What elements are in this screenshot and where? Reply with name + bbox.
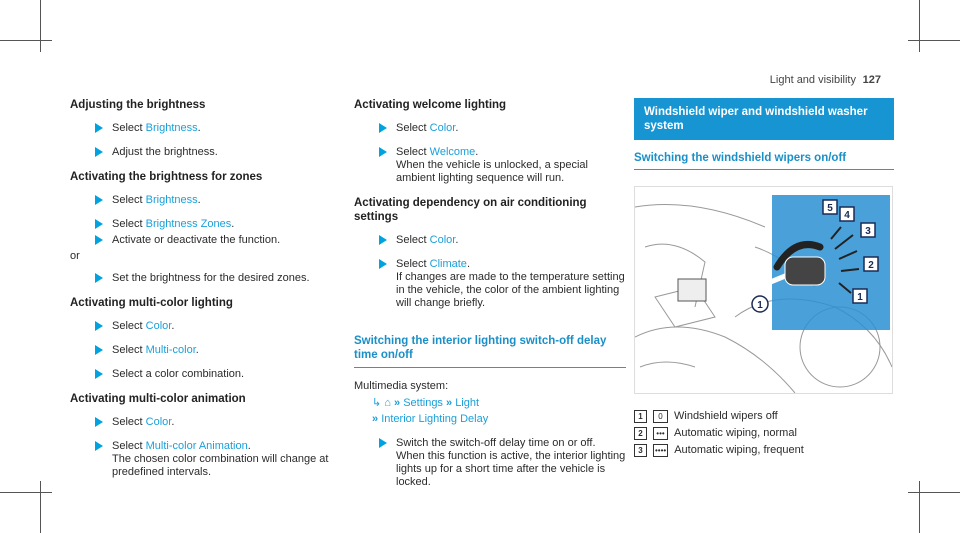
menu-link-color[interactable]: Color — [429, 122, 456, 134]
step-arrow-icon — [379, 259, 387, 269]
legend-text: Automatic wiping, normal — [674, 427, 797, 439]
step-arrow-icon — [379, 147, 387, 157]
step-arrow-icon — [379, 123, 387, 133]
step: Adjust the brightness. — [70, 146, 342, 159]
wiper-normal-symbol: ••• — [653, 427, 668, 440]
legend-number: 1 — [634, 410, 647, 423]
legend-row — [634, 442, 894, 459]
menu-link-multi-color-animation[interactable]: Multi-color Animation — [145, 440, 248, 452]
page-number: 127 — [862, 74, 881, 86]
wiper-frequent-symbol: •••• — [655, 446, 667, 455]
section-banner: Windshield wiper and windshield washer system — [634, 98, 894, 140]
step-note: If changes are made to the temperature setting in the vehicle, the color of the ambient lighting will change briefly. — [396, 271, 625, 309]
legend-number: 3 — [634, 444, 647, 457]
heading-multicolor-lighting: Activating multi-color lighting — [70, 297, 233, 309]
column-2 — [354, 98, 626, 500]
wiper-stalk-illustration — [634, 186, 893, 394]
column-1 — [70, 98, 342, 490]
legend-row — [634, 408, 894, 425]
menu-link-light[interactable]: Light — [455, 397, 480, 409]
step: Set the brightness for the desired zones. — [70, 272, 342, 285]
legend-text: Windshield wipers off — [674, 410, 778, 422]
step-arrow-icon — [95, 273, 103, 283]
step: Select Multi-color. — [70, 344, 342, 357]
callout-label: 1 — [857, 292, 863, 303]
double-chevron-icon: » — [372, 413, 379, 425]
step-arrow-icon — [95, 195, 103, 205]
heading-adjust-brightness: Adjusting the brightness — [70, 99, 206, 111]
step: Select Brightness Zones. — [70, 218, 342, 231]
menu-link-brightness-zones[interactable]: Brightness Zones — [145, 218, 232, 230]
crop-mark — [919, 481, 920, 533]
step-arrow-icon — [95, 235, 103, 245]
step-note: When this function is active, the interior lighting lights up for a short time after the vehicle is locked. — [396, 450, 626, 488]
heading-multicolor-animation: Activating multi-color animation — [70, 393, 246, 405]
wiper-off-symbol: 0 — [653, 410, 668, 423]
legend-text: Automatic wiping, frequent — [674, 444, 804, 456]
menu-link-interior-lighting-delay[interactable]: Interior Lighting Delay — [381, 413, 489, 425]
step-arrow-icon — [95, 441, 103, 451]
steering-column-drawing — [635, 187, 892, 393]
callout-label: 2 — [868, 260, 874, 271]
heading-brightness-zones: Activating the brightness for zones — [70, 171, 263, 183]
step-arrow-icon — [95, 123, 103, 133]
or-text: or — [70, 250, 80, 262]
crop-mark — [40, 481, 41, 533]
legend-row — [634, 425, 894, 442]
callout-label: 5 — [827, 203, 833, 214]
step-arrow-icon — [95, 147, 103, 157]
heading-welcome-lighting: Activating welcome lighting — [354, 99, 507, 111]
column-3 — [634, 98, 894, 459]
return-arrow-icon: ↳ — [372, 397, 382, 409]
step-arrow-icon — [95, 321, 103, 331]
step: Select Color. — [354, 122, 626, 135]
crop-mark — [919, 0, 920, 52]
step: Select Brightness. — [70, 194, 342, 207]
step-arrow-icon — [95, 369, 103, 379]
step: Select Color. — [70, 320, 342, 333]
step: Switch the switch-off delay time on or off. When this function is active, the interior lighting lights up for a short time after the vehicle is locked. — [354, 437, 626, 489]
double-chevron-icon: » — [394, 397, 401, 409]
step: Select Color. — [70, 416, 342, 429]
crop-mark — [40, 0, 41, 52]
step: Select Multi-color Animation. The chosen color combination will change at predefined intervals. — [70, 440, 342, 479]
step: Select a color combination. — [70, 368, 342, 381]
callout-label: 4 — [844, 210, 850, 221]
home-icon[interactable]: ⌂ — [384, 397, 391, 409]
crop-mark — [0, 492, 52, 493]
step-note: The chosen color combination will change at predefined intervals. — [112, 453, 329, 478]
step-arrow-icon — [95, 345, 103, 355]
step-arrow-icon — [95, 219, 103, 229]
section-header: Light and visibility — [769, 74, 856, 86]
menu-path — [354, 395, 626, 427]
multimedia-label: Multimedia system: — [354, 380, 449, 392]
menu-link-color[interactable]: Color — [145, 320, 172, 332]
section-title-switch-off-delay: Switching the interior lighting switch-off delay time on/off — [354, 334, 626, 368]
legend — [634, 408, 894, 459]
menu-link-settings[interactable]: Settings — [403, 397, 443, 409]
step: Select Brightness. — [70, 122, 342, 135]
menu-link-welcome[interactable]: Welcome — [429, 146, 476, 158]
step: Activate or deactivate the function. — [70, 234, 342, 247]
heading-air-conditioning: Activating dependency on air conditioning settings — [354, 197, 587, 223]
menu-link-multi-color[interactable]: Multi-color — [145, 344, 196, 356]
step-arrow-icon — [379, 438, 387, 448]
step: Select Welcome. When the vehicle is unlocked, a special ambient lighting sequence will run. — [354, 146, 626, 185]
step-note: When the vehicle is unlocked, a special ambient lighting sequence will run. — [396, 159, 588, 184]
step-arrow-icon — [95, 417, 103, 427]
subsection-title: Switching the windshield wipers on/off — [634, 152, 894, 170]
crop-mark — [908, 492, 960, 493]
legend-number: 2 — [634, 427, 647, 440]
step: Select Climate. If changes are made to the temperature setting in the vehicle, the color of the ambient lighting will change briefly. — [354, 258, 626, 310]
menu-link-brightness[interactable]: Brightness — [145, 122, 198, 134]
menu-link-color[interactable]: Color — [145, 416, 172, 428]
double-chevron-icon: » — [446, 397, 453, 409]
menu-link-color[interactable]: Color — [429, 234, 456, 246]
menu-link-climate[interactable]: Climate — [429, 258, 467, 270]
crop-mark — [908, 40, 960, 41]
menu-link-brightness[interactable]: Brightness — [145, 194, 198, 206]
callout-label: 1 — [757, 300, 763, 311]
step-arrow-icon — [379, 235, 387, 245]
step: Select Color. — [354, 234, 626, 247]
callout-label: 3 — [865, 226, 871, 237]
crop-mark — [0, 40, 52, 41]
